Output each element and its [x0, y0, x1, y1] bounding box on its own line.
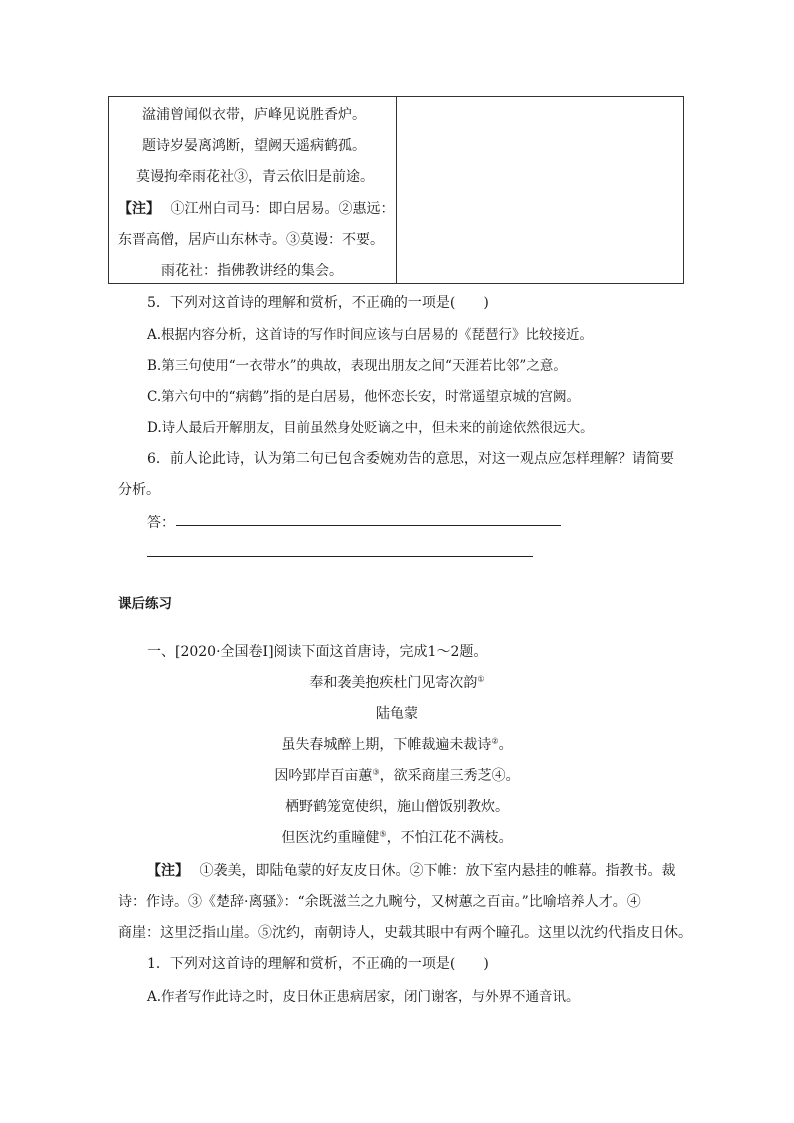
part-1-note-label: 【注】 [147, 863, 189, 879]
poem-line-4 [0, 827, 794, 847]
poem-line-2-text: 因吟郢岸百亩蕙 [274, 768, 373, 784]
table-poem-line-1: 湓浦曾闻似衣带，庐峰见说胜香炉。 [142, 107, 366, 123]
poem-line-3 [0, 796, 794, 816]
poem-line-4-marker: ⑤ [379, 829, 387, 839]
table-note-line-1 [118, 198, 394, 218]
poem-table-left-cell [109, 97, 397, 283]
part-1-note-line-3: 商崖：这里泛指山崖。⑤沈约，南朝诗人，史载其眼中有两个瞳孔。这里以沈约代指皮日休。 [118, 925, 692, 941]
poem-line-4-text: 但医沈约重瞳健 [281, 830, 380, 846]
question-1-stem: 1．下列对这首诗的理解和赏析，不正确的一项是( ) [147, 956, 489, 972]
question-1-option-a: A.作者写作此诗之时，皮日休正患病居家，闭门谢客，与外界不通音讯。 [147, 989, 580, 1005]
section-title: 课后练习 [118, 596, 172, 612]
part-1-note-line-2: 诗：作诗。③《楚辞·离骚》：“余既滋兰之九畹兮，又树蕙之百亩。”比喻培养人才。④ [118, 894, 641, 910]
question-6-stem-line-2: 分析。 [118, 482, 160, 498]
poem-line-1-text: 虽失春城醉上期，下帷裁遍未裁诗 [281, 737, 492, 753]
answer-line-1[interactable] [176, 525, 561, 526]
poem-line-1-marker: ② [491, 736, 499, 746]
table-poem-line-3: 莫谩拘牵雨花社③，青云依旧是前途。 [136, 169, 374, 185]
part-1-note-text-1: ①袭美，即陆龟蒙的好友皮日休。②下帷：放下室内悬挂的帷幕。指教书。裁 [199, 863, 676, 879]
poem-title-text: 奉和袭美抱疾杜门见寄次韵 [309, 675, 478, 691]
question-5-option-b: B.第三句使用“一衣带水”的典故，表现出朋友之间“天涯若比邻”之意。 [147, 358, 567, 374]
question-5-option-c: C.第六句中的“病鹤”指的是白居易，他怀恋长安，时常遥望京城的宫阙。 [147, 389, 580, 405]
poem-author: 陆龟蒙 [376, 706, 418, 722]
poem-line-2-marker: ③ [372, 767, 380, 777]
poem-line-1-end: 。 [498, 737, 513, 753]
question-5-option-a: A.根据内容分析，这首诗的写作时间应该与白居易的《琵琶行》比较接近。 [147, 327, 594, 343]
table-poem-line-2: 题诗岁晏离鸿断，望阙天遥病鹤孤。 [142, 138, 366, 154]
poem-title-note-marker: ① [477, 674, 485, 684]
poem-table-right-cell [397, 97, 683, 283]
table-note-text-1: ①江州白司马：即白居易。②惠远： [170, 201, 395, 217]
poem-line-2 [0, 765, 794, 785]
poem-line-4-end: ，不怕江花不满枝。 [386, 830, 513, 846]
part-1-note-line-1 [147, 860, 675, 880]
table-note-line-3: 雨花社：指佛教讲经的集会。 [161, 263, 343, 279]
answer-label: 答： [147, 515, 175, 531]
poem-line-2-end: ，欲采商崖三秀芝④。 [379, 768, 520, 784]
poem-line-1 [0, 734, 794, 754]
table-note-line-2: 东晋高僧，居庐山东林寺。③莫谩：不要。 [118, 232, 384, 248]
poem-table [108, 96, 684, 284]
question-5-option-d: D.诗人最后开解朋友，目前虽然身处贬谪之中，但未来的前途依然很远大。 [147, 420, 594, 436]
question-5-stem: 5．下列对这首诗的理解和赏析，不正确的一项是( ) [147, 295, 489, 311]
answer-line-2[interactable] [147, 556, 533, 557]
table-note-label: 【注】 [118, 201, 160, 217]
part-1-intro: 一、[2020·全国卷Ⅰ]阅读下面这首唐诗，完成1～2题。 [147, 644, 488, 660]
question-6-stem-line-1: 6．前人论此诗，认为第二句已包含委婉劝告的意思，对这一观点应怎样理解？请简要 [147, 451, 674, 467]
poem-line-3-text: 栖野鹤笼宽使织，施山僧饭别教炊。 [285, 799, 509, 815]
poem-title [0, 672, 794, 692]
